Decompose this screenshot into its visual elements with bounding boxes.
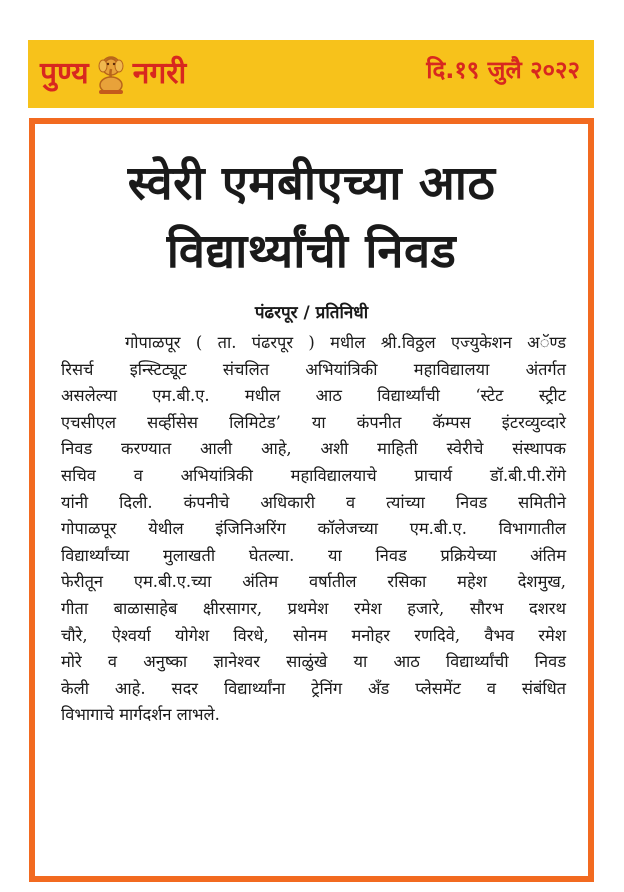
byline: पंढरपूर / प्रतिनिधी (254, 303, 369, 323)
body-line: सचिव व अभियांत्रिकी महाविद्यालयाचे प्राचार्य डॉ.बी.पी.रोंगे (61, 465, 566, 485)
body-line: यांनी दिली. कंपनीचे अधिकारी व त्यांच्या निवड समितीने (61, 492, 566, 512)
body-line: केली आहे. सदर विद्यार्थ्यांना ट्रेनिंग अँड प्लेसमेंट व संबंधित (61, 678, 566, 698)
body-line: रिसर्च इन्स्टिट्यूट संचलित अभियांत्रिकी महाविद्यालया अंतर्गत (61, 359, 566, 379)
ganesha-emblem-icon (91, 52, 131, 96)
article-frame (29, 118, 594, 882)
body-line: गोपाळपूर येथील इंजिनिअरिंग कॉलेजच्या एम.बी.ए. विभागातील (61, 519, 566, 539)
headline-line-1: स्वेरी एमबीएच्या आठ (127, 156, 496, 211)
body-line: निवड करण्यात आली आहे, अशी माहिती स्वेरीचे संस्थापक (61, 439, 566, 459)
logo-word-right: नगरी (132, 56, 187, 91)
body-line: विद्यार्थ्यांच्या मुलाखती घेतल्या. या निवड प्रक्रियेच्या अंतिम (61, 545, 566, 565)
headline-line-2: विद्यार्थ्यांची निवड (166, 224, 457, 279)
body-line: मोरे व अनुष्का ज्ञानेश्वर साळुंखे या आठ विद्यार्थ्यांची निवड (61, 652, 566, 672)
body-line: असलेल्या एम.बी.ए. मधील आठ विद्यार्थ्यांची ‘स्टेट स्ट्रीट (61, 386, 566, 406)
body-line: फेरीतून एम.बी.ए.च्या अंतिम वर्षातील रसिका महेश देशमुख, (61, 572, 566, 592)
masthead-band (28, 40, 594, 108)
article-body (61, 330, 566, 729)
body-line: गोपाळपूर ( ता. पंढरपूर ) मधील श्री.विठ्ठल एज्युकेशन अॅण्ड (125, 333, 566, 352)
body-line: एचसीएल सर्व्हीसेस लिमिटेड’ या कंपनीत कॅम्पस इंटरव्युव्दारे (61, 412, 566, 432)
body-line: चौरे, ऐश्वर्या योगेश विरधे, सोनम मनोहर रणदिवे, वैभव रमेश (61, 625, 566, 645)
article-headline (35, 150, 588, 286)
body-line: गीता बाळासाहेब क्षीरसागर, प्रथमेश रमेश हजारे, सौरभ दशरथ (61, 598, 566, 618)
publication-date: दि.१९ जुलै २०२२ (426, 56, 580, 84)
body-line: विभागाचे मार्गदर्शन लाभले. (61, 705, 220, 725)
logo-word-left: पुण्य (40, 56, 89, 91)
newspaper-logo (40, 50, 186, 98)
